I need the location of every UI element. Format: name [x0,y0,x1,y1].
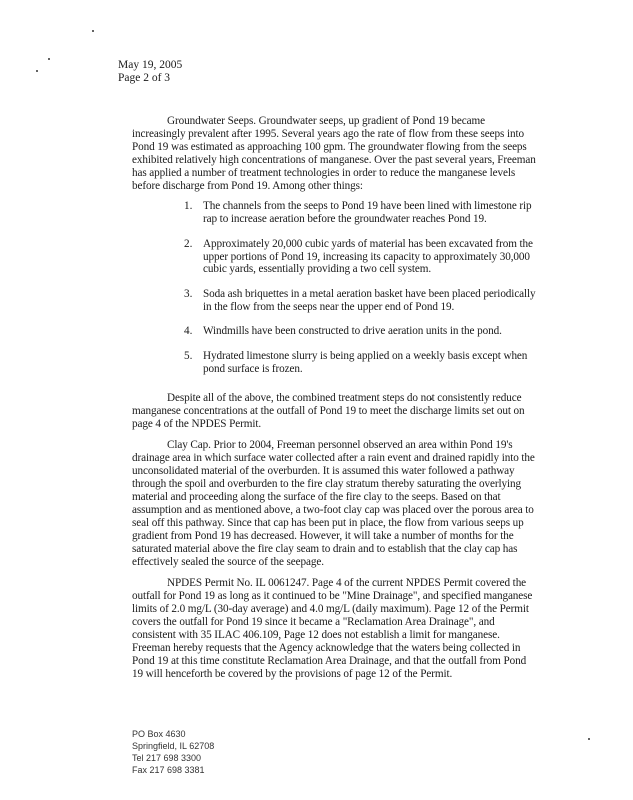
clay-cap-heading: Clay Cap. [167,439,211,451]
clay-cap-line: drainage area in which surface water collected after a rain event and drained rapidly into the [132,452,535,464]
list-item-number: 4. [184,325,193,337]
npdes-line: limits of 2.0 mg/L (30-day average) and 4.0 mg/L (daily maximum). Page 12 of the Permit [132,603,529,615]
footer-city: Springfield, IL 62708 [132,741,215,751]
clay-cap-line: assumption and as mentioned above, a two-foot clay cap was placed over the porous area to [132,504,534,516]
list-item-number: 3. [184,288,193,300]
npdes-line: Freeman hereby requests that the Agency acknowledge that the waters being collected in [132,642,521,654]
npdes-text: Page 4 of the current NPDES Permit covered the [309,577,527,589]
groundwater-paragraph-line: increasingly prevalent after 1995. Several years ago the rate of flow from these seeps into [132,128,524,140]
scan-speck [48,58,50,60]
npdes-line: consistent with 35 ILAC 406.109, Page 12 does not establish a limit for manganese. [132,629,500,641]
conclusion-line: manganese concentrations at the outfall of Pond 19 to meet the discharge limits set out on [132,405,525,417]
list-item-line: rap to increase aeration before the groundwater reaches Pond 19. [203,213,487,225]
conclusion-line: Despite all of the above, the combined treatment steps do not consistently reduce [167,392,522,404]
list-item-line: Approximately 20,000 cubic yards of material has been excavated from the [203,238,533,250]
clay-cap-line [167,439,513,451]
groundwater-heading: Groundwater Seeps. [167,115,256,127]
npdes-line: outfall for Pond 19 as long as it continued to be "Mine Drainage", and specified manganese [132,590,533,602]
list-item-line: in the flow from the seeps near the upper end of Pond 19. [203,301,455,313]
clay-cap-line: effectively sealed the source of the seepage. [132,556,324,568]
list-item-line: Soda ash briquettes in a metal aeration basket have been placed periodically [203,288,536,300]
scan-speck [36,70,38,72]
npdes-heading: NPDES Permit No. IL 0061247. [167,577,310,589]
clay-cap-line: gradient from Pond 19 has decreased. However, it will take a number of months for the [132,530,514,542]
groundwater-paragraph-line: exhibited relatively high concentrations of manganese. Over the past several years, Freeman [132,154,536,166]
groundwater-paragraph-line: Pond 19 was estimated as approaching 100 gpm. The groundwater flowing from the seeps [132,141,527,153]
footer-phone: Tel 217 698 3300 [132,753,202,763]
list-item-number: 5. [184,350,193,362]
list-item-line: pond surface is frozen. [203,363,303,375]
npdes-line [167,577,526,589]
clay-cap-line: unconsolidated material of the overburden. It is assumed this water followed a pathway [132,465,515,477]
npdes-line: covers the outfall for Pond 19 since it became a "Reclamation Area Drainage", and [132,616,495,628]
clay-cap-line: through the spoil and overburden to the fire clay stratum thereby saturating the overlying [132,478,521,490]
clay-cap-line: material and proceeding along the surface of the fire clay to the seeps. Based on that [132,491,501,503]
clay-cap-line: saturated material above the fire clay seam to drain and to establish that the clay cap has [132,543,518,555]
list-item-line: upper portions of Pond 19, increasing its capacity to approximately 30,000 [203,251,530,263]
groundwater-paragraph-line: has applied a number of treatment technologies in order to reduce the manganese levels [132,167,516,179]
letter-date: May 19, 2005 [118,59,183,71]
list-item-line: cubic yards, essentially providing a two cell system. [203,263,432,275]
page-number: Page 2 of 3 [118,72,171,84]
clay-cap-text: Prior to 2004, Freeman personnel observed an area within Pond 19's [210,439,513,451]
npdes-line: Pond 19 at this time constitute Reclamation Area Drainage, and that the outfall from Pond [132,655,527,667]
list-item-line: Windmills have been constructed to drive aeration units in the pond. [203,325,502,337]
list-item-number: 1. [184,200,193,212]
groundwater-paragraph-line [167,115,485,127]
list-item-number: 2. [184,238,193,250]
groundwater-text: Groundwater seeps, up gradient of Pond 19 became [255,115,485,127]
footer-po-box: PO Box 4630 [132,729,186,739]
npdes-line: 19 will henceforth be covered by the provisions of page 12 of the Permit. [132,668,453,680]
clay-cap-line: seal off this pathway. Since that cap has been put in place, the flow from various seeps up [132,517,524,529]
scan-speck [92,30,94,32]
list-item-line: The channels from the seeps to Pond 19 have been lined with limestone rip [203,200,532,212]
footer-fax: Fax 217 698 3381 [132,765,205,775]
list-item-line: Hydrated limestone slurry is being applied on a weekly basis except when [203,350,528,362]
groundwater-paragraph-line: before discharge from Pond 19. Among other things: [132,180,363,192]
conclusion-line: page 4 of the NPDES Permit. [132,418,262,430]
scan-speck [588,738,590,740]
